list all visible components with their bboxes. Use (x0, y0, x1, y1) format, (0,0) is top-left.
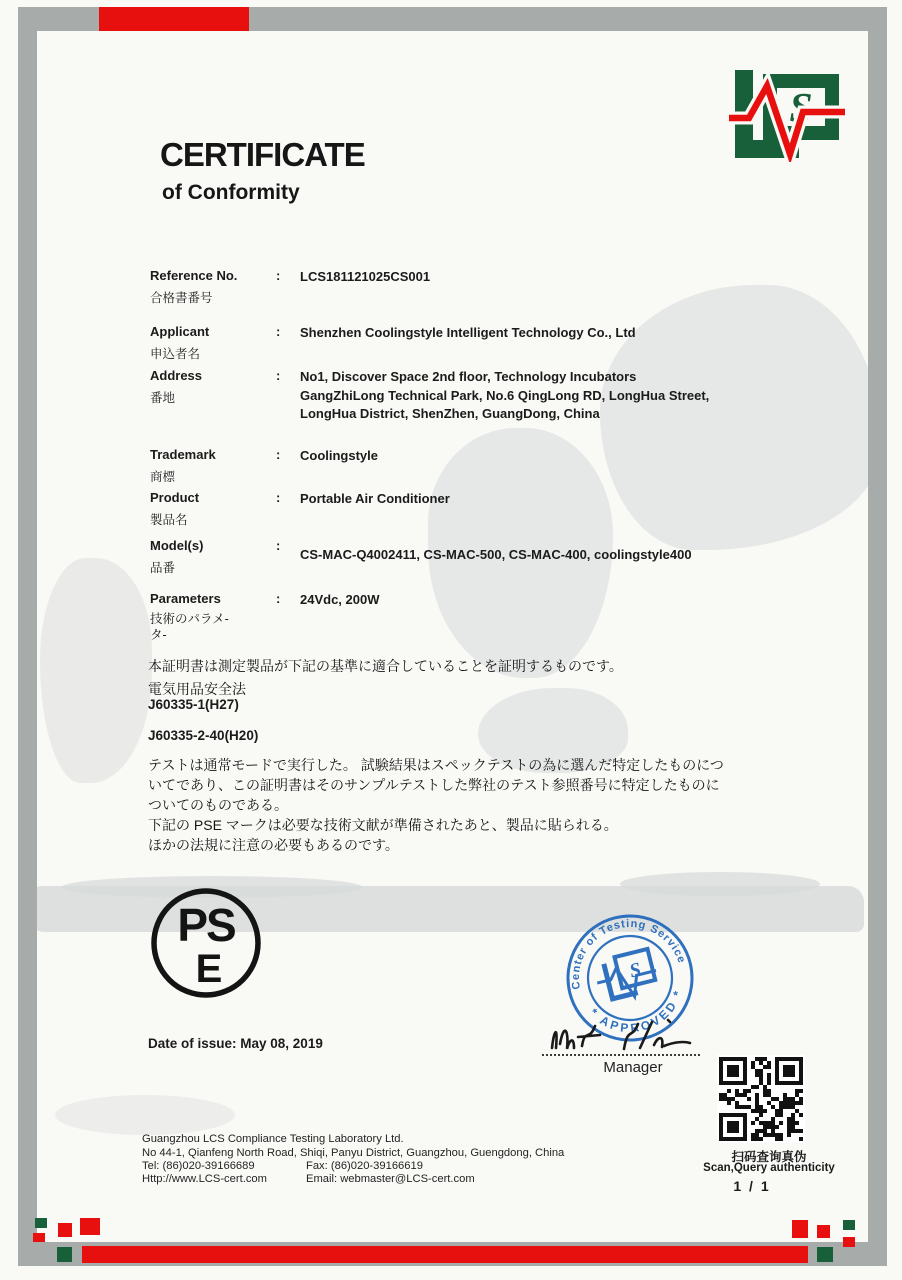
test-note-line-5: ほかの法規に注意の必要もあるのです。 (148, 837, 399, 853)
field-parameters (150, 591, 810, 643)
deco-square-red-5 (817, 1225, 830, 1238)
field-value: Portable Air Conditioner (300, 491, 450, 506)
field-value: LCS181121025CS001 (300, 269, 431, 284)
page-indicator: 1 / 1 (733, 1178, 771, 1194)
frame-border-left (18, 7, 37, 1266)
deco-square-red-3 (80, 1218, 100, 1235)
pse-mark-ps: PS (177, 899, 235, 951)
qr-caption-en: Scan,Query authenticity (703, 1162, 835, 1174)
stamp-arc-top-text: Center of Testing Service (569, 917, 688, 991)
colon: : (276, 591, 281, 606)
deco-bottom-red-bar (82, 1246, 808, 1263)
field-label-ja: 商標 (150, 470, 176, 484)
colon: : (276, 324, 281, 339)
colon: : (276, 268, 281, 283)
footer-email: Email: webmaster@LCS-cert.com (306, 1173, 475, 1185)
field-value: Coolingstyle (300, 448, 379, 463)
certificate-title: CERTIFICATE (160, 136, 365, 173)
field-models (150, 538, 810, 576)
lcs-logo (727, 66, 859, 162)
test-note-line-4: 下記の PSE マークは必要な技術文献が準備されたあと、製品に貼られる。 (148, 817, 618, 833)
field-value (300, 368, 800, 424)
qr-code (717, 1055, 805, 1143)
field-label-en: Trademark (150, 447, 216, 462)
field-label-ja: 合格書番号 (150, 291, 213, 305)
statement-certify-line: 本証明書は測定製品が下記の基準に適合していることを証明するものです。 (148, 658, 623, 674)
field-label-ja: 品番 (150, 561, 176, 575)
signature-role: Manager (603, 1059, 663, 1076)
map-blob-south-america (40, 558, 152, 783)
colon: : (276, 447, 281, 462)
test-note (148, 755, 808, 855)
test-note-line-1: テストは通常モードで実行した。 試験結果はスペックテストの為に選んだ特定したものにつ (148, 757, 724, 773)
footer-address: No 44-1, Qianfeng North Road, Shiqi, Panyu District, Guangzhou, Guengdong, China (142, 1147, 565, 1159)
field-label-en: Address (150, 368, 203, 383)
deco-square-green-1 (35, 1218, 47, 1228)
footer-company: Guangzhou LCS Compliance Testing Laboratory Ltd. (142, 1133, 404, 1145)
field-value: CS-MAC-Q4002411, CS-MAC-500, CS-MAC-400, coolingstyle400 (300, 547, 692, 562)
deco-square-green-3 (843, 1220, 855, 1230)
date-of-issue: Date of issue: May 08, 2019 (148, 1036, 323, 1051)
lcs-logo-letter: S (789, 86, 813, 132)
pse-mark (149, 886, 263, 1000)
field-label-en: Parameters (150, 591, 221, 606)
footer-fax: Fax: (86)020-39166619 (306, 1160, 423, 1172)
deco-square-green-2 (57, 1247, 72, 1262)
deco-square-red-6 (843, 1237, 855, 1247)
pse-mark-e: E (195, 947, 223, 991)
certificate-subtitle: of Conformity (162, 181, 300, 204)
field-label-ja: 番地 (150, 391, 176, 405)
signature-line (542, 1038, 700, 1056)
field-label-en: Reference No. (150, 268, 238, 283)
address-line-1: No1, Discover Space 2nd floor, Technology Incubators (300, 369, 637, 384)
field-label-en: Model(s) (150, 538, 204, 553)
field-label-ja: 製品名 (150, 513, 188, 527)
field-label-en: Product (150, 490, 200, 505)
field-product (150, 490, 810, 528)
field-trademark (150, 447, 810, 485)
colon: : (276, 368, 281, 383)
field-applicant (150, 324, 810, 362)
frame-border-right (868, 7, 887, 1266)
statement-standard-1: J60335-1(H27) (148, 697, 239, 712)
address-line-3: LongHua District, ShenZhen, GuangDong, China (300, 406, 600, 421)
map-blob-band-edge-right (620, 872, 820, 896)
footer-tel: Tel: (86)020-39166689 (142, 1160, 255, 1172)
stamp-center-emblem (592, 948, 661, 1004)
qr-caption-zh: 扫码查询真伪 (731, 1150, 807, 1164)
field-label-ja: 申込者名 (150, 347, 201, 361)
field-label-ja: 技術のパラメ-タ- (150, 612, 229, 642)
stamp-center-letter: S (627, 958, 644, 983)
deco-square-red-2 (58, 1223, 72, 1237)
field-value: 24Vdc, 200W (300, 592, 380, 607)
stamp-arc-bottom-text: * APPROVED * (586, 986, 686, 1036)
test-note-line-2: いてであり、この証明書はそのサンプルテストした弊社のテスト参照番号に特定したものに (148, 777, 720, 793)
statement-law: 電気用品安全法 (148, 681, 246, 697)
address-line-2: GangZhiLong Technical Park, No.6 QingLong RD, LongHua Street, (300, 387, 710, 403)
statement-standard-2: J60335-2-40(H20) (148, 728, 259, 743)
field-value: Shenzhen Coolingstyle Intelligent Technology Co., Ltd (300, 325, 636, 340)
colon: : (276, 490, 281, 505)
colon: : (276, 538, 281, 553)
field-reference (150, 268, 810, 306)
deco-square-green-4 (817, 1247, 833, 1262)
deco-square-red-4 (792, 1220, 808, 1238)
footer-website: Http://www.LCS-cert.com (142, 1173, 267, 1185)
test-note-line-3: ついてのものである。 (148, 797, 288, 813)
deco-top-red-bar (99, 7, 249, 31)
field-address (150, 368, 810, 421)
map-blob-bottom-left (55, 1095, 235, 1135)
deco-square-red-1 (33, 1233, 45, 1242)
field-label-en: Applicant (150, 324, 210, 339)
